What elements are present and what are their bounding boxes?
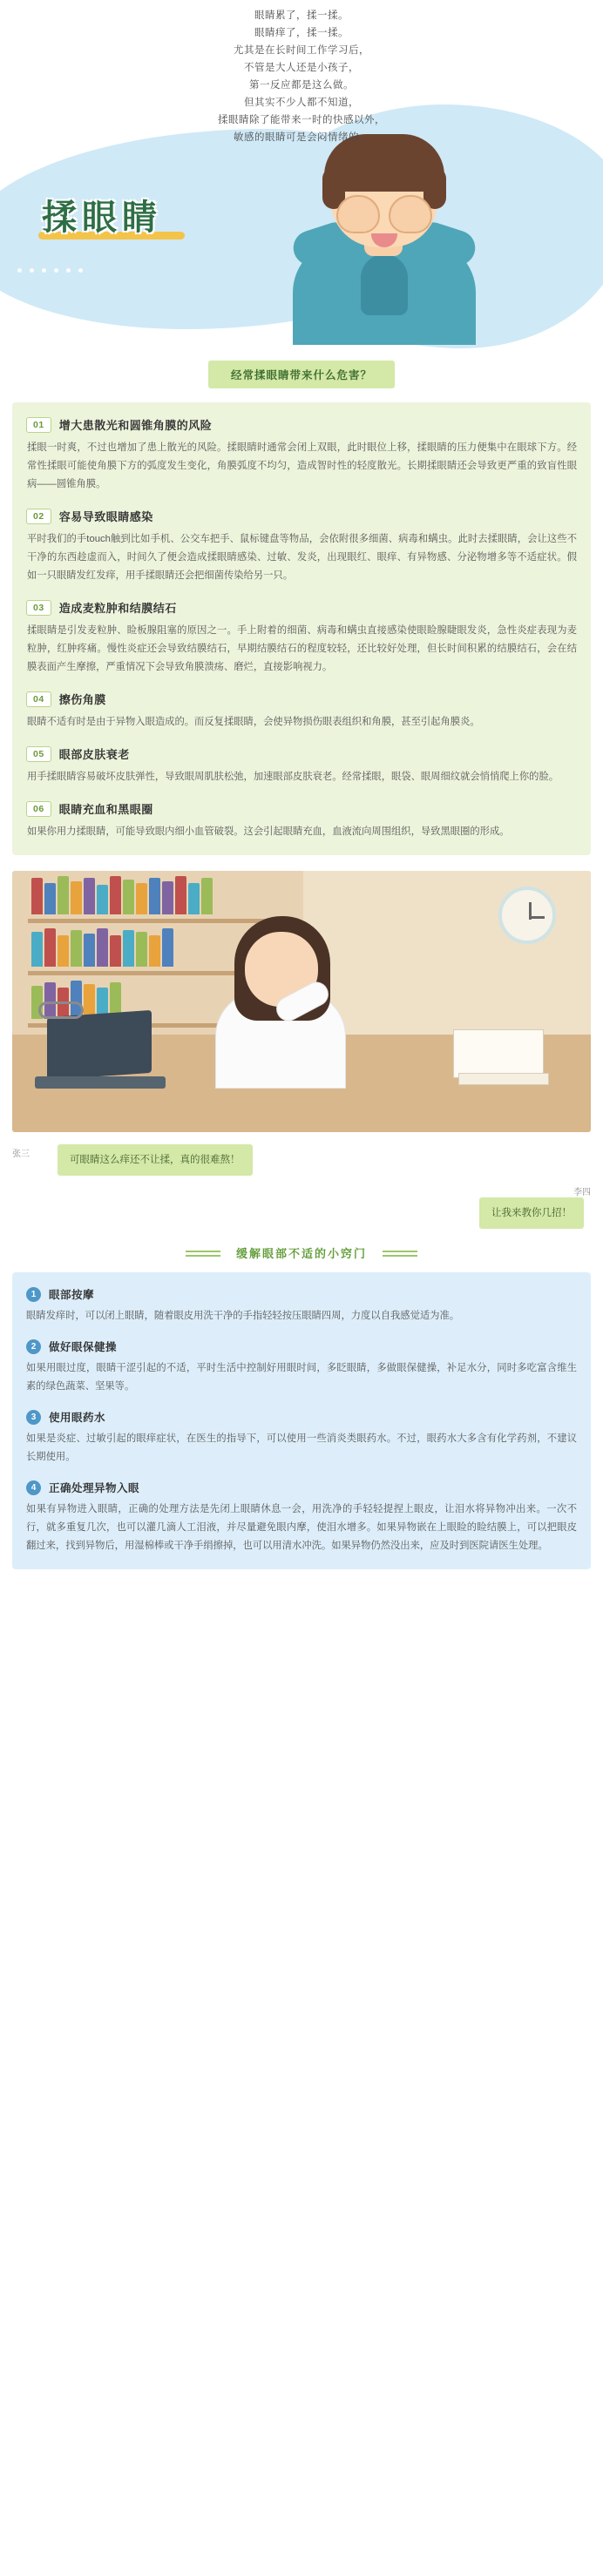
hero-line: 但其实不少人都不知道， bbox=[244, 98, 359, 108]
harm-item bbox=[26, 508, 577, 585]
stacked-books bbox=[453, 1029, 544, 1078]
harm-item-head bbox=[26, 745, 577, 762]
tip-item-head bbox=[26, 1480, 577, 1495]
harm-item-body: 揉眼睛是引发麦粒肿、睑板腺阻塞的原因之一。手上附着的细菌、病毒和螨虫直接感染使眼睑腺睫眼发炎，急性炎症表现为麦粒肿，红肿疼痛。慢性炎症还会导致结膜结石，早期结膜结石的程度较轻，还比较好处理，但长时间积累的结膜结石，会在结膜表面产生摩擦，严重情况下会导致角膜溃疡、磨烂，直接影响视力。 bbox=[27, 625, 577, 672]
harm-item-head bbox=[26, 800, 577, 817]
tip-item bbox=[26, 1339, 577, 1396]
harm-item-title: 擦伤角膜 bbox=[58, 693, 106, 706]
harm-item-head bbox=[26, 691, 577, 707]
banner-rule-right bbox=[383, 1248, 417, 1259]
harm-item-body: 揉眼一时爽，不过也增加了患上散光的风险。揉眼睛时通常会闭上双眼，此时眼位上移，揉眼睛的压力便集中在眼球下方。经常性揉眼可能使角膜下方的弧度发生变化，角膜弧度不均匀，造成智时性的轻度散光。长期揉眼睛还会导致更严重的致盲性眼病——圆锥角膜。 bbox=[27, 442, 577, 489]
harm-item bbox=[26, 599, 577, 677]
harm-item-title: 眼睛充血和黑眼圈 bbox=[58, 803, 153, 816]
harm-item-head bbox=[26, 599, 577, 616]
tip-item-number: 1 bbox=[26, 1287, 41, 1302]
chat-speaker-right: 李四 bbox=[573, 1188, 591, 1197]
hero-intro-text bbox=[0, 0, 603, 146]
hero-line: 揉眼睛除了能带来一时的快感以外， bbox=[218, 115, 385, 125]
harm-item-body: 如果你用力揉眼睛，可能导致眼内细小血管破裂。这会引起眼睛充血，血液流向周围组织，导致黑眼圈的形成。 bbox=[27, 826, 510, 837]
wall-clock-icon bbox=[498, 887, 556, 944]
tip-item-body: 眼睛发痒时，可以闭上眼睛，随着眼皮用洗干净的手指轻轻按压眼睛四周，力度以自我感觉适为准。 bbox=[26, 1311, 460, 1321]
tip-item-head bbox=[26, 1339, 577, 1354]
tips-list-card bbox=[12, 1272, 591, 1569]
harm-item-title: 眼部皮肤衰老 bbox=[58, 748, 130, 761]
harm-item-number: 04 bbox=[26, 691, 51, 707]
decorative-dots bbox=[17, 261, 91, 277]
harm-item-head bbox=[26, 416, 577, 433]
harm-item-head bbox=[26, 508, 577, 524]
harm-item bbox=[26, 691, 577, 732]
tip-item-head bbox=[26, 1286, 577, 1302]
hero-section bbox=[0, 0, 603, 348]
chat-bubble-right: 让我来教你几招！ bbox=[479, 1197, 584, 1229]
tip-item-title: 做好眼保健操 bbox=[49, 1341, 118, 1353]
tips-banner-wrapper bbox=[0, 1244, 603, 1262]
chat-speaker-left: 张三 bbox=[12, 1150, 30, 1159]
harm-item-title: 增大患散光和圆锥角膜的风险 bbox=[58, 419, 213, 432]
hero-title: 揉眼睛 bbox=[42, 199, 162, 237]
hero-line: 第一反应都是这么做。 bbox=[249, 80, 354, 91]
tip-item-body: 如果有异物进入眼睛，正确的处理方法是先闭上眼睛休息一会，用洗净的手轻轻提捏上眼皮，让泪水将异物冲出来。一次不行，就多重复几次，也可以灌几滴人工泪液，并尽量避免眼内摩，使泪水增多。如果异物嵌在上眼睑的睑结膜上，可以把眼皮翻过来，找到异物后，用湿棉棒或干净手绢擦掉，也可以用清水冲洗。如果异物仍然没出来，应及时到医院请医生处理。 bbox=[26, 1504, 577, 1551]
banner-rule-left bbox=[186, 1248, 220, 1259]
tip-item-head bbox=[26, 1409, 577, 1425]
hero-line: 尤其是在长时间工作学习后， bbox=[234, 45, 369, 56]
hero-line: 敏感的眼睛可是会闷情绪的。 bbox=[234, 132, 369, 143]
harm-section-banner: 经常揉眼睛带来什么危害？ bbox=[208, 361, 395, 388]
harm-item-number: 03 bbox=[26, 600, 51, 616]
tip-item-title: 使用眼药水 bbox=[49, 1412, 106, 1424]
glasses-on-desk-icon bbox=[38, 1001, 84, 1019]
harm-item bbox=[26, 416, 577, 494]
rubbing-eyes-illustration bbox=[261, 129, 505, 338]
tired-eyes-photo bbox=[12, 871, 591, 1132]
tip-item bbox=[26, 1409, 577, 1467]
harm-item-title: 造成麦粒肿和结膜结石 bbox=[58, 602, 177, 615]
hero-line: 不管是大人还是小孩子， bbox=[244, 63, 359, 73]
harm-item-body: 用手揉眼睛容易破坏皮肤弹性，导致眼周肌肤松弛，加速眼部皮肤衰老。经常揉眼，眼袋、眼周细纹就会悄悄爬上你的脸。 bbox=[27, 772, 559, 782]
harm-item bbox=[26, 800, 577, 841]
hero-line: 眼睛痒了，揉一揉。 bbox=[254, 28, 349, 38]
laptop-keyboard bbox=[35, 1076, 166, 1089]
tips-section-banner: 缓解眼部不适的小窍门 bbox=[235, 1247, 367, 1260]
harm-item-number: 01 bbox=[26, 417, 51, 433]
chat-bubble-left: 可眼睛这么痒还不让揉，真的很难熬！ bbox=[58, 1144, 253, 1176]
tip-item-number: 2 bbox=[26, 1339, 41, 1354]
tip-item-number: 4 bbox=[26, 1480, 41, 1495]
chat-section bbox=[12, 1144, 591, 1229]
tip-item-title: 正确处理异物入眼 bbox=[49, 1482, 140, 1494]
tip-item bbox=[26, 1286, 577, 1325]
harm-item-number: 02 bbox=[26, 509, 51, 524]
harm-item-title: 容易导致眼睛感染 bbox=[58, 510, 153, 523]
stacked-books-2 bbox=[458, 1073, 549, 1085]
harm-banner-wrapper bbox=[0, 348, 603, 397]
chat-row-left bbox=[12, 1144, 591, 1176]
harm-item-number: 06 bbox=[26, 801, 51, 817]
tip-item-number: 3 bbox=[26, 1410, 41, 1425]
laptop-screen bbox=[47, 1010, 152, 1080]
harm-item-body: 平时我们的手touch触到比如手机、公交车把手、鼠标键盘等物品，会依附很多细菌、病毒和螨虫。此时去揉眼睛，会让这些不干净的东西趁虚而入，时间久了便会造成揉眼睛感染、过敏、发炎，出现眼红、眼痒、有异物感、分泌物增多等不适症状。假如一只眼睛发红发痒，用手揉眼睛还会把细菌传染给另一只。 bbox=[27, 534, 577, 581]
hero-line: 眼睛累了，揉一揉。 bbox=[254, 10, 349, 21]
harm-item bbox=[26, 745, 577, 786]
harm-item-number: 05 bbox=[26, 746, 51, 762]
tip-item bbox=[26, 1480, 577, 1555]
harm-item-body: 眼睛不适有时是由于异物入眼造成的。而反复揉眼睛，会使异物损伤眼表组织和角膜，甚至引起角膜炎。 bbox=[27, 717, 480, 727]
chat-row-right bbox=[12, 1183, 591, 1229]
tip-item-body: 如果用眼过度，眼睛干涩引起的不适，平时生活中控制好用眼时间，多眨眼睛，多做眼保健操，补足水分，同时多吃富含维生素的绿色蔬菜、坚果等。 bbox=[26, 1363, 577, 1392]
tip-item-body: 如果是炎症、过敏引起的眼痒症状，在医生的指导下，可以使用一些消炎类眼药水。不过，眼药水大多含有化学药剂，不建议长期使用。 bbox=[26, 1433, 577, 1462]
harm-list-card bbox=[12, 402, 591, 855]
woman-rubbing-eye bbox=[191, 906, 365, 1089]
tip-item-title: 眼部按摩 bbox=[49, 1289, 95, 1301]
